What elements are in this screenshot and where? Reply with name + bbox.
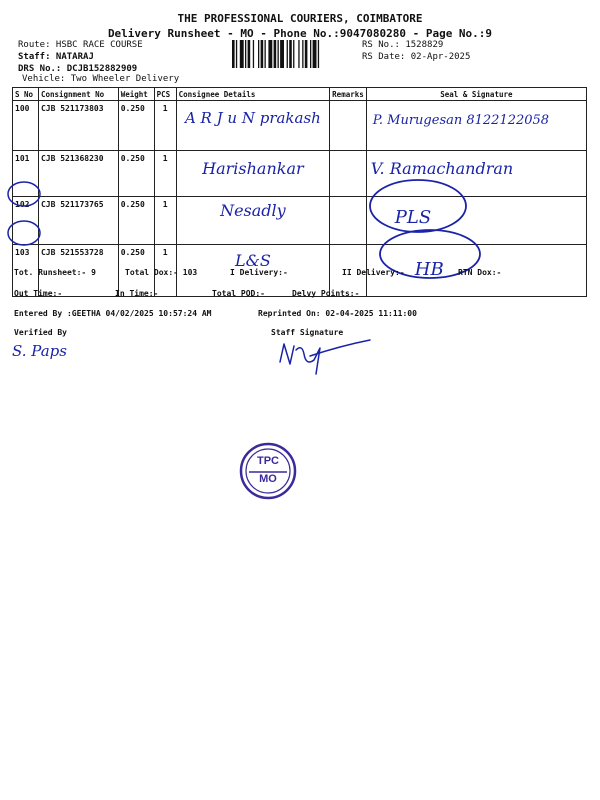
cell-weight: 0.250 <box>118 101 154 151</box>
i-delivery: I Delivery:- <box>230 268 288 277</box>
total-dox: Total Dox:- 103 <box>125 268 198 277</box>
total-pod: Total POD:- <box>212 289 265 298</box>
rs-date: RS Date: 02-Apr-2025 <box>362 52 471 62</box>
cell-consignment: CJB 521368230 <box>38 151 118 197</box>
verified-by-signature: S. Paps <box>12 342 67 360</box>
header-consignee: Consignee Details <box>176 88 330 101</box>
in-time: In Time:- <box>115 289 159 298</box>
delvy-points: Delvy Points:- <box>292 289 360 298</box>
ii-delivery: II Delivery:- <box>342 268 405 277</box>
cell-weight: 0.250 <box>118 151 154 197</box>
cell-sno: 103 <box>13 245 39 297</box>
cell-seal-signature: P. Murugesan 8122122058 <box>366 101 586 151</box>
header-seal: Seal & Signature <box>366 88 586 101</box>
cell-seal-signature: V. Ramachandran <box>366 151 586 197</box>
stamp-bottom-text: MO <box>259 473 277 485</box>
staff-signature-label: Staff Signature <box>271 328 344 337</box>
vehicle-label: Vehicle: Two Wheeler Delivery <box>22 74 180 84</box>
cell-consignment: CJB 521173765 <box>38 197 118 245</box>
cell-weight: 0.250 <box>118 245 154 297</box>
header-pcs: PCS <box>154 88 176 101</box>
rs-number: RS No.: 1528829 <box>362 40 444 50</box>
entered-by: Entered By :GEETHA 04/02/2025 10:57:24 AM <box>14 309 212 318</box>
cell-consignment: CJB 521553728 <box>38 245 118 297</box>
cell-consignment: CJB 521173803 <box>38 101 118 151</box>
cell-weight: 0.250 <box>118 197 154 245</box>
stamp-top-text: TPC <box>257 455 279 467</box>
company-title: THE PROFESSIONAL COURIERS, COIMBATORE <box>177 12 423 25</box>
header-consignment: Consignment No <box>38 88 118 101</box>
cell-sno: 100 <box>13 101 39 151</box>
cell-consignee-handwritten: Nesadly <box>176 197 330 245</box>
cell-pcs: 1 <box>154 197 176 245</box>
cell-consignee-handwritten: A R J u N prakash <box>176 101 330 151</box>
header-weight: Weight <box>118 88 154 101</box>
header-sno: S No <box>13 88 39 101</box>
verified-by-label: Verified By <box>14 328 67 337</box>
tpc-stamp <box>239 442 297 500</box>
out-time: Out Time:- <box>14 289 63 298</box>
staff-signature-scribble <box>270 336 380 378</box>
header-remarks: Remarks <box>330 88 367 101</box>
cell-sno: 101 <box>13 151 39 197</box>
cell-pcs: 1 <box>154 151 176 197</box>
cell-consignee-handwritten: Harishankar <box>176 151 330 197</box>
cell-sno: 102 <box>13 197 39 245</box>
cell-seal-signature: PLS <box>366 197 586 245</box>
cell-seal-signature: HB <box>366 245 586 297</box>
rtn-dox: RTN Dox:- <box>458 268 502 277</box>
runsheet-subtitle: Delivery Runsheet - MO - Phone No.:9047080280 - Page No.:9 <box>107 27 493 40</box>
cell-consignee-handwritten: L&S <box>176 245 330 297</box>
cell-pcs: 1 <box>154 245 176 297</box>
stamp-circle-icon <box>239 442 297 500</box>
route-label: Route: HSBC RACE COURSE <box>18 40 143 50</box>
total-runsheet: Tot. Runsheet:- 9 <box>14 268 96 277</box>
drs-number: DRS No.: DCJB152882909 <box>18 64 138 74</box>
staff-label: Staff: NATARAJ <box>18 52 94 62</box>
cell-pcs: 1 <box>154 101 176 151</box>
reprinted-on: Reprinted On: 02-04-2025 11:11:00 <box>258 309 417 318</box>
